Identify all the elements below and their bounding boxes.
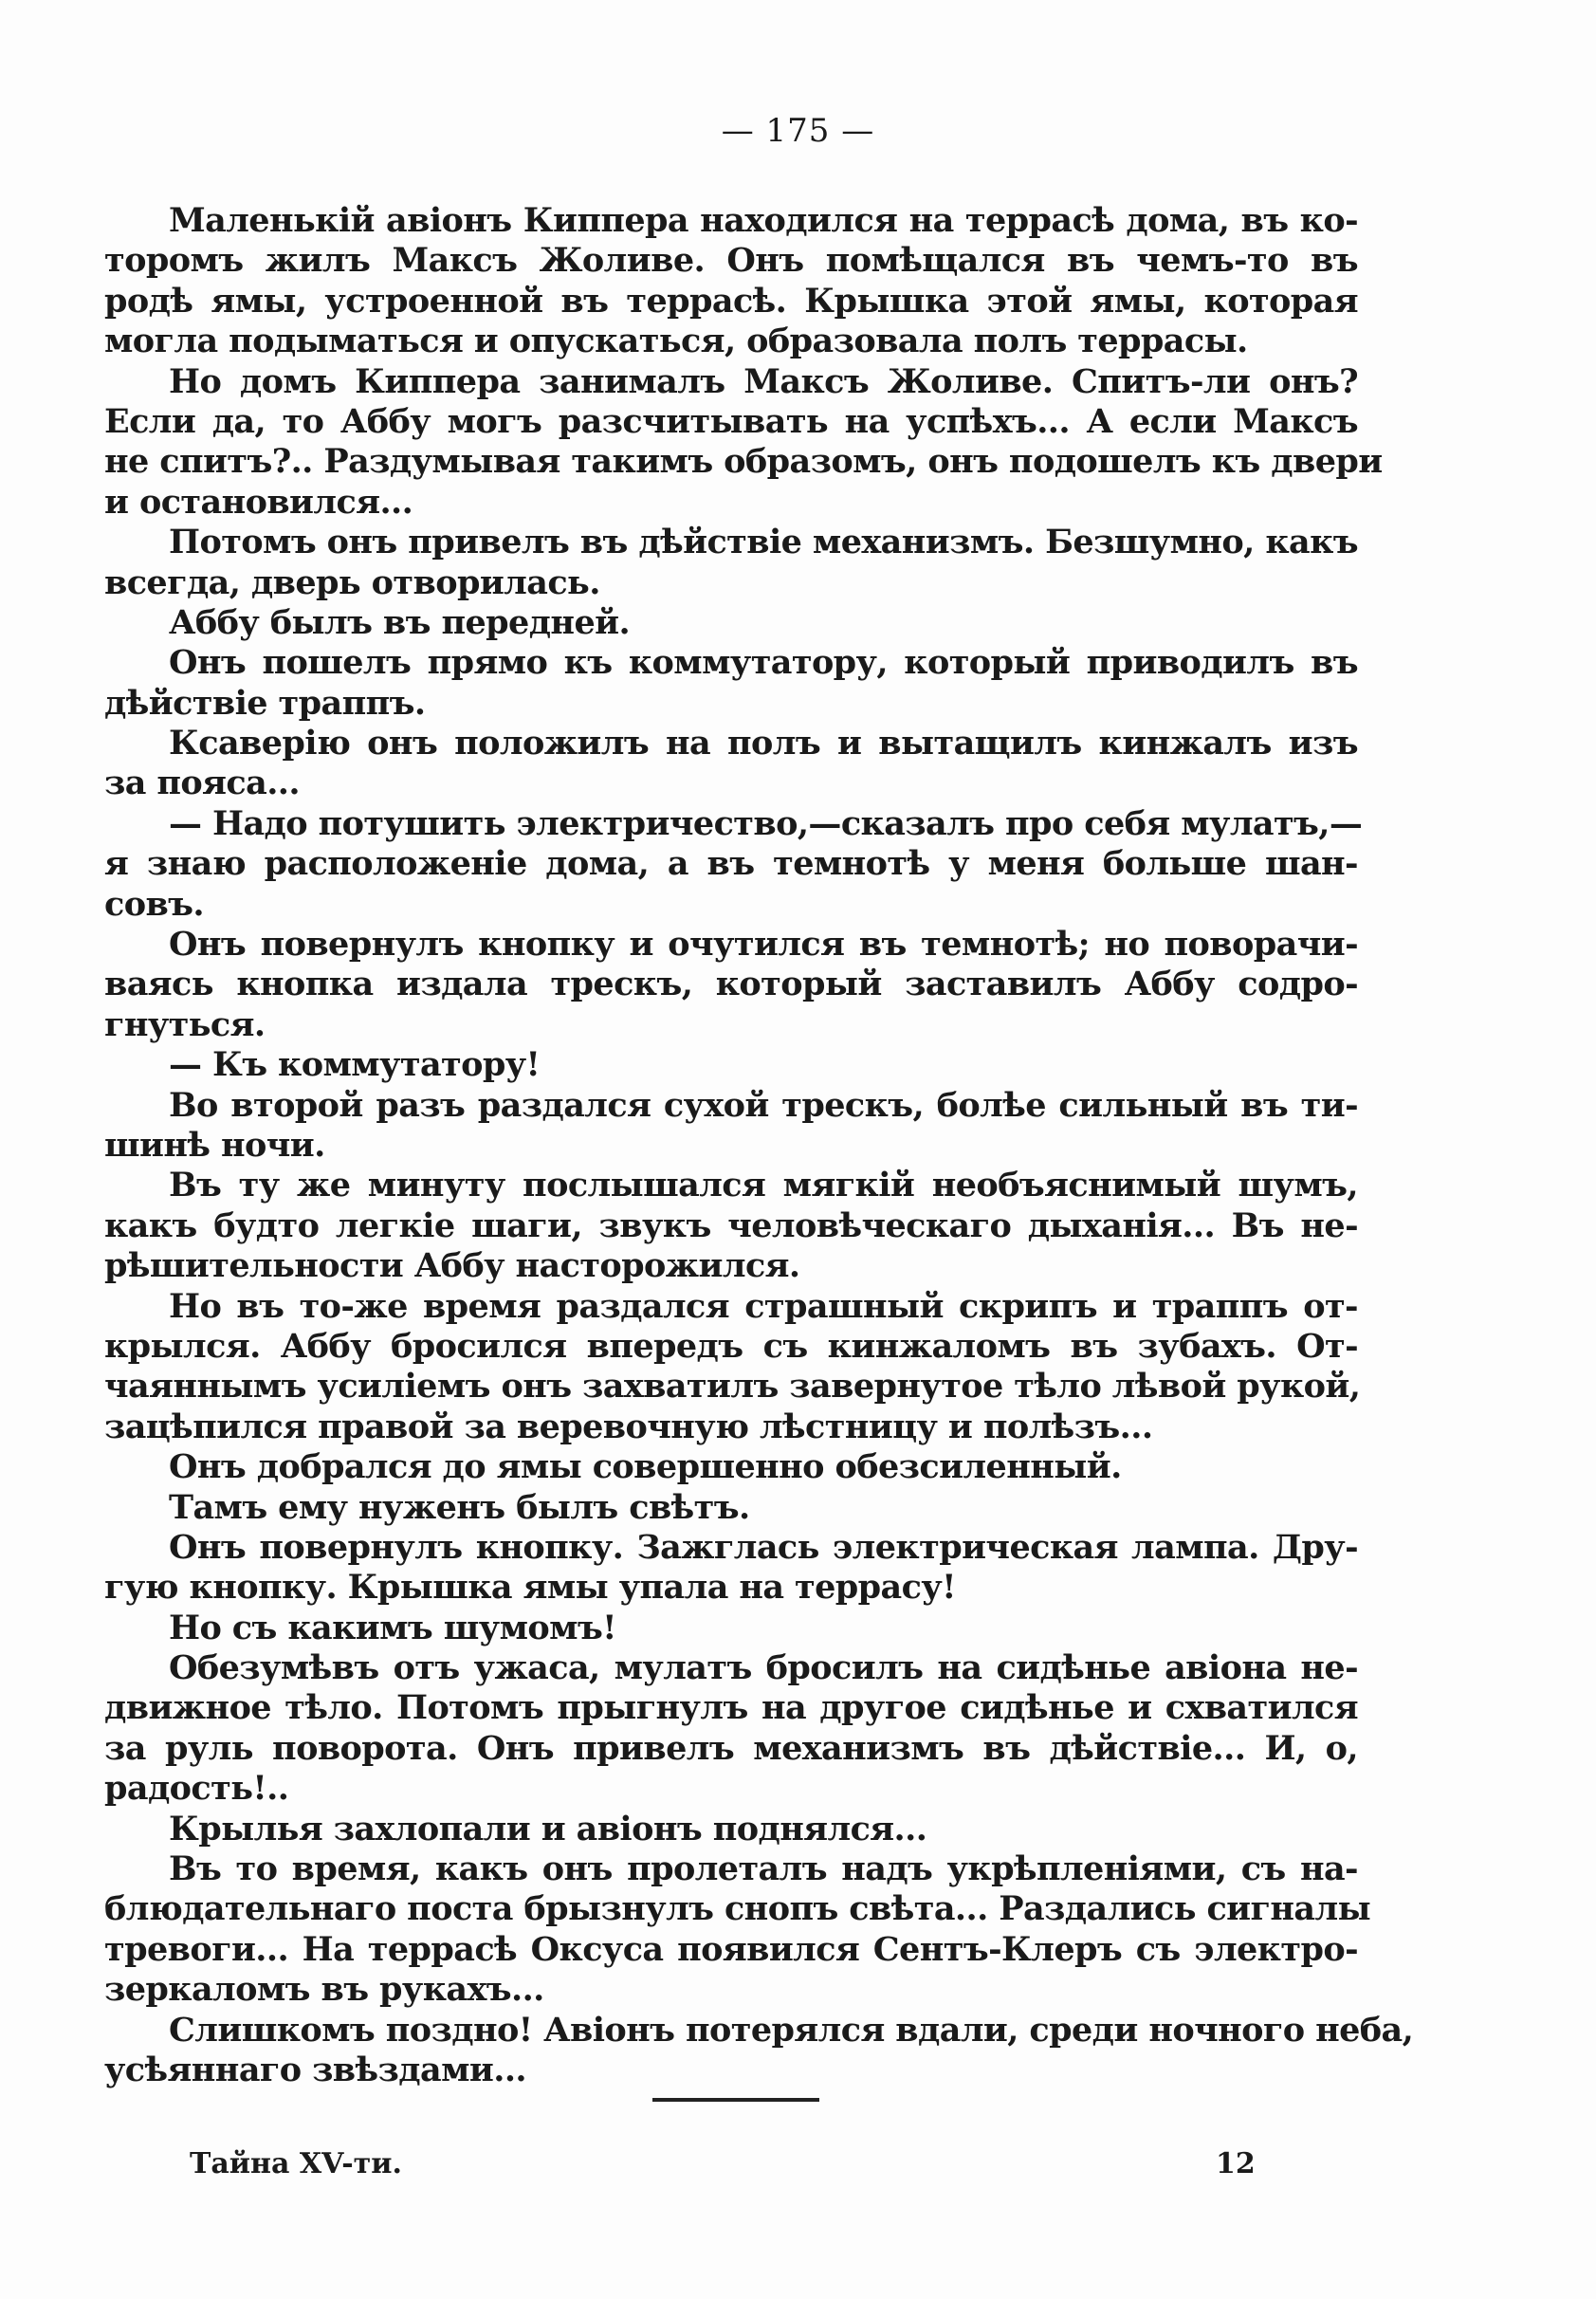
text-line: Обезумѣвъ отъ ужаса, мулатъ бросилъ на сидѣнье авіона не- [169,1648,1358,1688]
footer-book-title: Тайна XV-ти. [190,2147,402,2180]
text-line: движное тѣло. Потомъ прыгнулъ на другое сидѣнье и схватился [104,1688,1358,1728]
paragraph [104,2010,1414,2091]
paragraph [104,1849,1371,2011]
text-line: Но въ то-же время раздался страшный скрипъ и траппъ от- [169,1286,1358,1326]
text-line: Но съ какимъ шумомъ! [169,1608,616,1647]
text-line: — Къ коммутатору! [169,1045,541,1085]
text-line: рѣшительности Аббу насторожился. [104,1246,800,1286]
text-line: радость!.. [104,1769,289,1809]
paragraph [104,1488,1358,1528]
body-text [104,201,1414,2090]
text-line: тревоги... На террасѣ Оксуса появился Сентъ-Клеръ съ электро- [104,1929,1358,1969]
paragraph [104,201,1358,362]
text-line: Аббу былъ въ передней. [169,602,631,642]
text-line: и остановился... [104,482,413,522]
paragraph [104,1086,1358,1167]
text-line: дѣйствіе траппъ. [104,683,426,723]
text-line: шинѣ ночи. [104,1125,325,1165]
text-line: зацѣпился правой за веревочную лѣстницу и полѣзъ... [104,1407,1153,1446]
text-line: ваясь кнопка издала трескъ, который заставилъ Аббу содро- [104,965,1358,1004]
text-line: Слишкомъ поздно! Авіонъ потерялся вдали, среди ночного неба, [169,2010,1414,2050]
text-line: Крылья захлопали и авіонъ поднялся... [169,1809,927,1848]
paragraph [104,1286,1361,1448]
text-line: блюдательнаго поста брызнулъ снопъ свѣта... Раздались сигналы [104,1889,1371,1929]
text-line: Ксаверію онъ положилъ на полъ и вытащилъ кинжалъ изъ [169,724,1358,763]
paragraph [104,1045,1358,1085]
text-line: какъ будто легкіе шаги, звукъ человѣческаго дыханія... Въ не- [104,1205,1358,1245]
text-line: Онъ повернулъ кнопку и очутился въ темнотѣ; но поворачи- [169,925,1358,965]
text-line: я знаю расположеніе дома, а въ темнотѣ у меня больше шан- [104,844,1358,884]
paragraph [104,523,1358,603]
text-line: гнуться. [104,1004,266,1044]
text-line: крылся. Аббу бросился впередъ съ кинжаломъ въ зубахъ. От- [104,1326,1358,1366]
text-line: за пояса... [104,763,300,803]
paragraph [104,803,1363,925]
paragraph [104,724,1358,804]
paragraph [104,643,1358,724]
text-line: чаяннымъ усиліемъ онъ захватилъ завернутое тѣло лѣвой рукой, [104,1367,1361,1407]
text-line: усѣяннаго звѣздами... [104,2050,526,2089]
footer-signature-mark: 12 [1216,2147,1256,2180]
text-line: совъ. [104,884,205,924]
paragraph [104,603,1358,643]
paragraph [104,1166,1358,1286]
paragraph [104,1528,1358,1609]
paragraph [104,1810,1358,1849]
section-divider [652,2098,819,2102]
text-line: Маленькій авіонъ Киппера находился на террасѣ дома, въ ко- [169,201,1358,240]
text-line: гую кнопку. Крышка ямы упала на террасу! [104,1568,956,1608]
text-line: торомъ жилъ Максъ Жоливе. Онъ помѣщался въ чемъ-то въ [104,241,1358,281]
text-line: могла подыматься и опускаться, образовала полъ террасы. [104,322,1248,361]
paragraph [104,1609,1358,1648]
text-line: Онъ повернулъ кнопку. Зажглась электрическая лампа. Дру- [169,1527,1358,1567]
text-line: Въ то время, какъ онъ пролеталъ надъ укрѣпленіями, съ на- [169,1849,1358,1889]
paragraph [104,1648,1358,1810]
text-line: Въ ту же минуту послышался мягкій необъяснимый шумъ, [169,1166,1358,1205]
text-line: Онъ пошелъ прямо къ коммутатору, который приводилъ въ [169,643,1358,683]
text-line: Во второй разъ раздался сухой трескъ, болѣе сильный въ ти- [169,1085,1358,1125]
paragraph [104,925,1358,1045]
paragraph [104,361,1383,524]
text-line: за руль поворота. Онъ привелъ механизмъ въ дѣйствіе... И, о, [104,1728,1358,1768]
paragraph [104,1447,1358,1487]
text-line: Потомъ онъ привелъ въ дѣйствіе механизмъ. Безшумно, какъ [169,523,1359,562]
text-line: Онъ добрался до ямы совершенно обезсиленный. [169,1447,1122,1487]
text-line: Тамъ ему нуженъ былъ свѣтъ. [169,1487,750,1527]
text-line: родѣ ямы, устроенной въ террасѣ. Крышка этой ямы, которая [104,281,1358,321]
text-line: Если да, то Аббу могъ разсчитывать на успѣхъ... А если Максъ [104,401,1358,441]
text-line: зеркаломъ въ рукахъ... [104,1970,544,2010]
text-line: всегда, дверь отворилась. [104,562,600,602]
text-line: — Надо потушить электричество,—сказалъ про себя мулатъ,— [169,803,1363,843]
text-line: Но домъ Киппера занималъ Максъ Жоливе. Спитъ-ли онъ? [169,361,1358,401]
text-line: не спитъ?.. Раздумывая такимъ образомъ, онъ подошелъ къ двери [104,442,1383,482]
page-number: — 175 — [721,112,875,150]
